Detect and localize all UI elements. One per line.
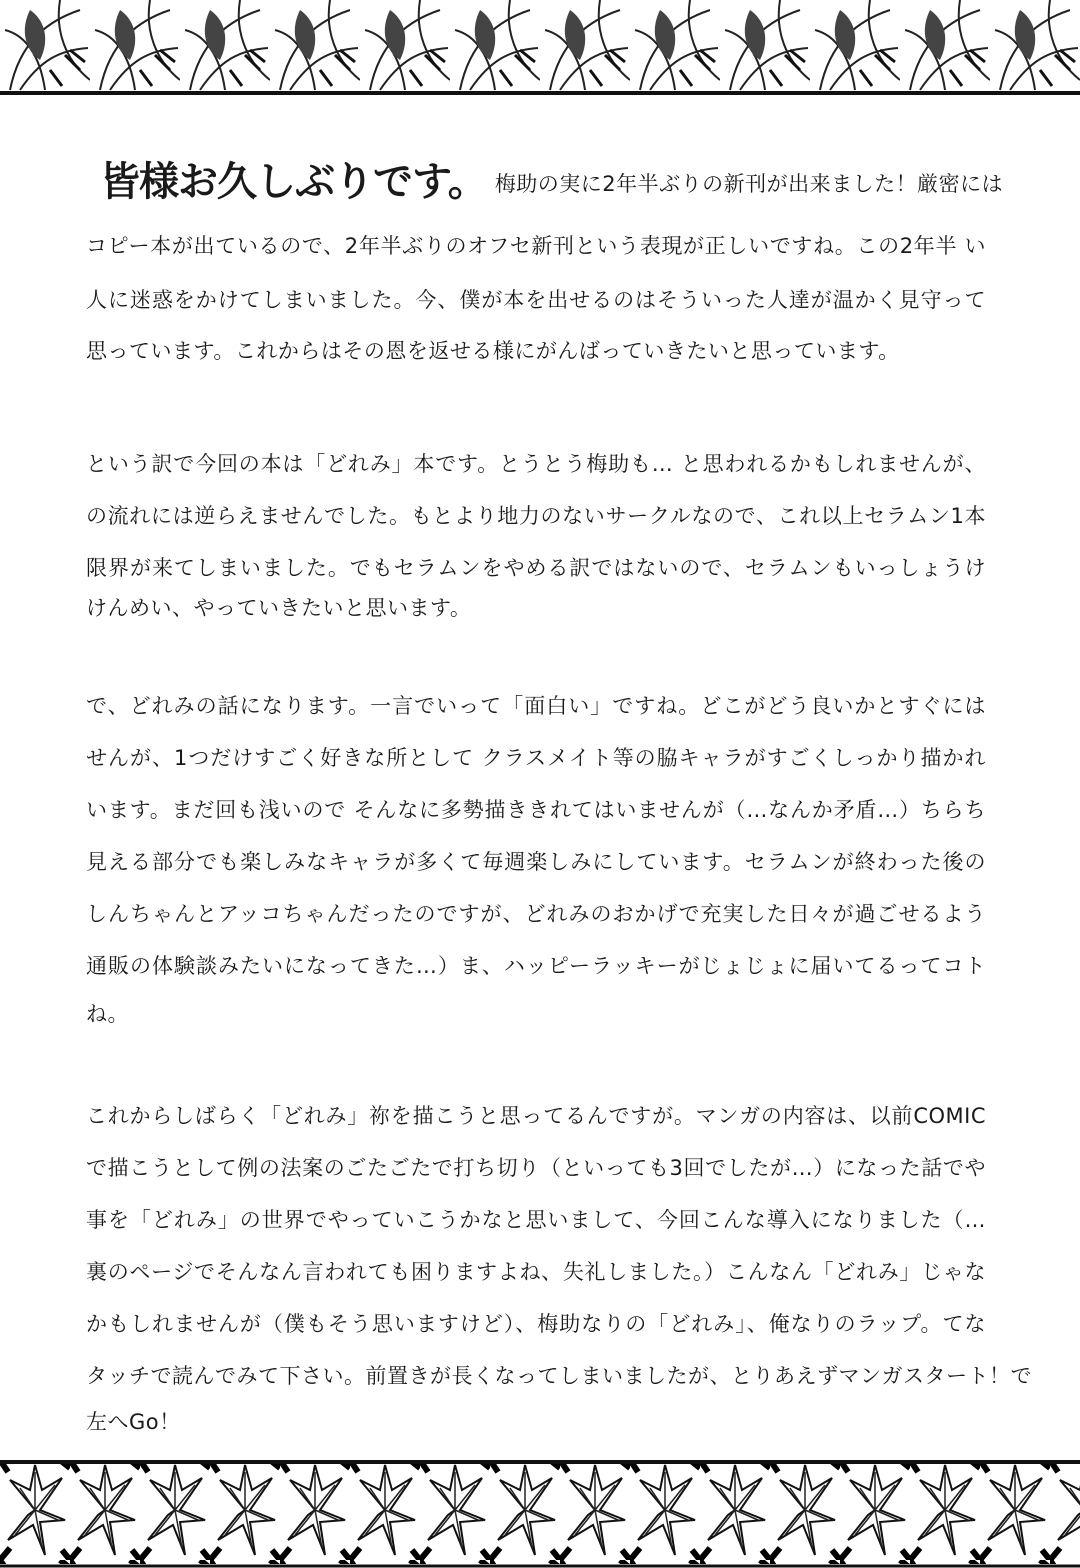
paragraph-3-line-7: ね。 xyxy=(86,1002,129,1026)
paragraph-4-line-5: かもしれませんが（僕もそう思いますけど）、梅助なりの「どれみ」、俺なりのラップ。てな xyxy=(86,1312,986,1336)
paragraph-1-line-3: 人に迷惑をかけてしまいました。今、僕が本を出せるのはそういった人達が温かく見守って xyxy=(86,288,986,312)
floral-border-top xyxy=(0,0,1080,96)
paragraph-2-line-3: 限界が来てしまいました。でもセラムンをやめる訳ではないので、セラムンもいっしょうけ xyxy=(86,556,986,580)
leaf-border-bottom xyxy=(0,1460,1080,1568)
paragraph-4-line-1: これからしばらく「どれみ」祢を描こうと思ってるんですが。マンガの内容は、以前COMIC xyxy=(86,1104,986,1128)
paragraph-3-line-4: 見える部分でも楽しみなキャラが多くて毎週楽しみにしています。セラムンが終わった後の xyxy=(86,850,986,874)
headline: 皆様お久しぶりです。 xyxy=(100,159,487,205)
paragraph-1-line-4: 思っています。これからはその恩を返せる様にがんばっていきたいと思っています。 xyxy=(86,339,900,363)
paragraph-4-line-6: タッチで読んでみて下さい。前置きが長くなってしまいましたが、とりあえずマンガスタート！で xyxy=(86,1364,1032,1388)
paragraph-4-line-7: 左へGo！ xyxy=(86,1410,181,1434)
paragraph-2-line-1: という訳で今回の本は「どれみ」本です。とうとう梅助も… と思われるかもしれませんが、 xyxy=(86,452,986,476)
paragraph-2-line-2: の流れには逆らえませんでした。もとより地力のないサークルなので、これ以上セラムン1本 xyxy=(86,504,986,528)
paragraph-3-line-3: います。まだ回も浅いので そんなに多勢描ききれてはいませんが（…なんか矛盾…）ちらち xyxy=(86,798,986,822)
paragraph-4-line-3: 事を「どれみ」の世界でやっていこうかなと思いまして、今回こんな導入になりました（… xyxy=(86,1208,986,1232)
paragraph-4-line-4: 裏のページでそんなん言われても困りますよね、失礼しました。）こんなん「どれみ」じゃな xyxy=(86,1260,986,1284)
paragraph-3-line-5: しんちゃんとアッコちゃんだったのですが、どれみのおかげで充実した日々が過ごせるよう xyxy=(86,902,986,926)
paragraph-3-line-2: せんが、1つだけすごく好きな所として クラスメイト等の脇キャラがすごくしっかり描かれ xyxy=(86,746,986,770)
paragraph-2-line-4: けんめい、やっていきたいと思います。 xyxy=(86,596,472,620)
paragraph-1-line-1 xyxy=(100,150,1004,207)
paragraph-3-line-6: 通販の体験談みたいになってきた…）ま、ハッピーラッキーがじょじょに届いてるってコト xyxy=(86,954,986,978)
line-text: 梅助の実に2年半ぶりの新刊が出来ました！厳密には xyxy=(494,172,1004,196)
paragraph-3-line-1: で、どれみの話になります。一言でいって「面白い」ですね。どこがどう良いかとすぐには xyxy=(86,694,986,718)
paragraph-1-line-2: コピー本が出ているので、2年半ぶりのオフセ新刊という表現が正しいですね。この2年半 い xyxy=(86,234,986,258)
paragraph-4-line-2: で描こうとして例の法案のごたごたで打ち切り（といっても3回でしたが…）になった話でや xyxy=(86,1156,986,1180)
